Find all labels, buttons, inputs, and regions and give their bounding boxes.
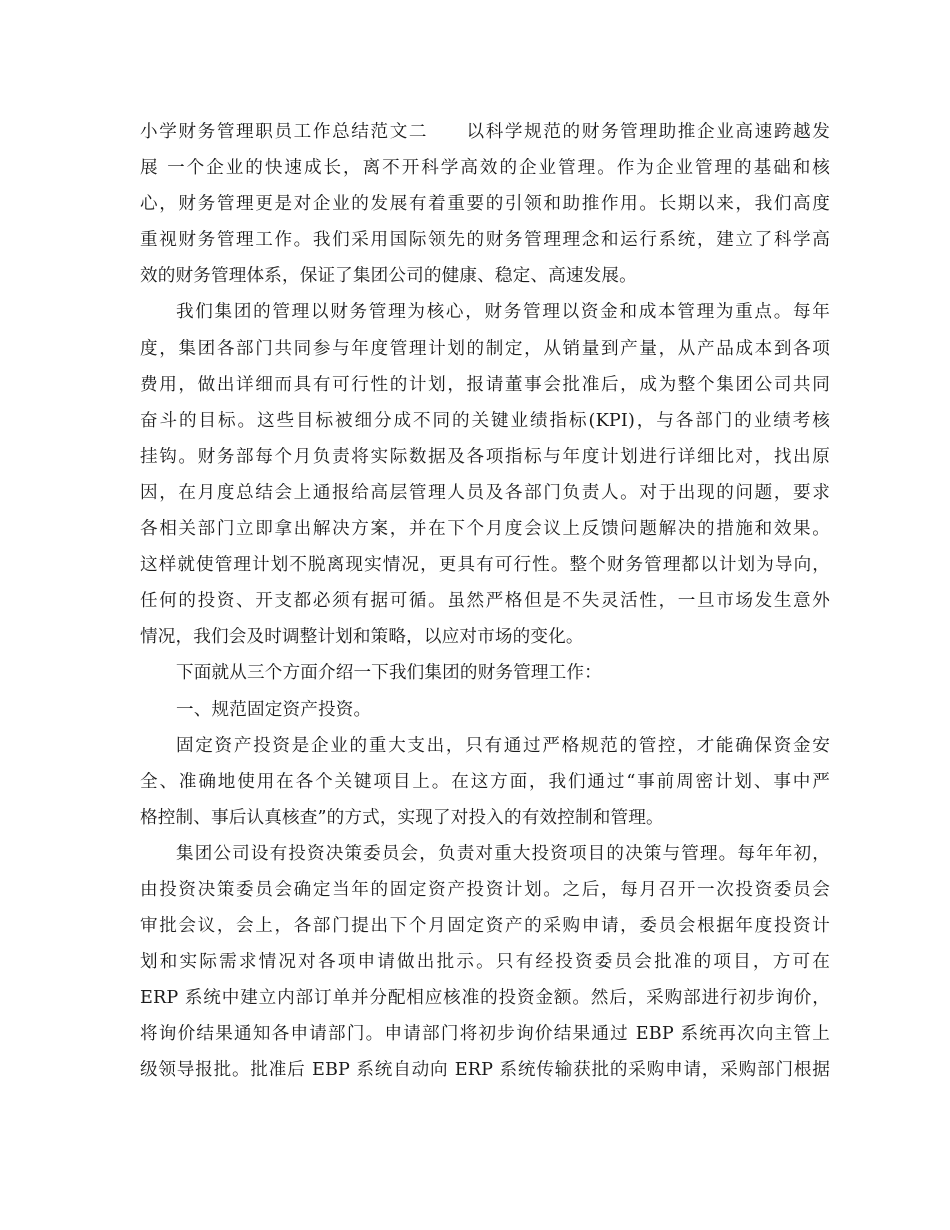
text-line: ERP 系统中建立内部订单并分配相应核准的投资金额。然后，采购部进行初步询价， — [140, 988, 830, 1009]
paragraph-first-line: 我们集团的管理以财务管理为核心，财务管理以资金和成本管理为重点。每年 — [176, 302, 830, 323]
text-line: 度，集团各部门共同参与年度管理计划的制定，从销量到产量，从产品成本到各项 — [140, 338, 830, 359]
text-line: 这样就使管理计划不脱离现实情况，更具有可行性。整个财务管理都以计划为导向， — [140, 555, 830, 576]
text-line: 费用，做出详细而具有可行性的计划，报请董事会批准后，成为整个集团公司共同 — [140, 374, 830, 395]
text-line: 将询价结果通知各申请部门。申请部门将初步询价结果通过 EBP 系统再次向主管上 — [140, 1024, 830, 1045]
text-line: 奋斗的目标。这些目标被细分成不同的关键业绩指标(KPI)，与各部门的业绩考核 — [140, 410, 830, 431]
text-line: 心，财务管理更是对企业的发展有着重要的引领和助推作用。长期以来，我们高度 — [140, 194, 830, 215]
text-line: 各相关部门立即拿出解决方案，并在下个月度会议上反馈问题解决的措施和效果。 — [140, 519, 830, 540]
text-line: 展 一个企业的快速成长，离不开科学高效的企业管理。作为企业管理的基础和核 — [140, 158, 830, 179]
text-line: 重视财务管理工作。我们采用国际领先的财务管理理念和运行系统，建立了科学高 — [140, 230, 830, 251]
text-line: 任何的投资、开支都必须有据可循。虽然严格但是不失灵活性，一旦市场发生意外 — [140, 591, 830, 612]
text-line: 因，在月度总结会上通报给高层管理人员及各部门负责人。对于出现的问题，要求 — [140, 482, 830, 503]
text-line: 审批会议，会上，各部门提出下个月固定资产的采购申请，委员会根据年度投资计 — [140, 916, 830, 937]
text-line: 小学财务管理职员工作总结范文二 以科学规范的财务管理助推企业高速跨越发 — [140, 122, 830, 142]
text-line: 效的财务管理体系，保证了集团公司的健康、稳定、高速发展。 — [140, 266, 637, 287]
paragraph-first-line: 集团公司设有投资决策委员会，负责对重大投资项目的决策与管理。每年年初， — [176, 843, 830, 864]
section-heading: 一、规范固定资产投资。 — [176, 699, 372, 720]
text-line: 格控制、事后认真核查”的方式，实现了对投入的有效控制和管理。 — [140, 807, 664, 828]
text-line: 情况，我们会及时调整计划和策略，以应对市场的变化。 — [140, 627, 584, 648]
text-line: 全、准确地使用在各个关键项目上。在这方面，我们通过“事前周密计划、事中严 — [140, 771, 830, 792]
text-line: 挂钩。财务部每个月负责将实际数据及各项指标与年度计划进行详细比对，找出原 — [140, 446, 830, 467]
text-line: 级领导报批。批准后 EBP 系统自动向 ERP 系统传输获批的采购申请，采购部门根据 — [140, 1060, 830, 1081]
paragraph-first-line: 固定资产投资是企业的重大支出，只有通过严格规范的管控，才能确保资金安 — [176, 735, 830, 756]
text-line: 由投资决策委员会确定当年的固定资产投资计划。之后，每月召开一次投资委员会 — [140, 879, 830, 900]
paragraph-first-line: 下面就从三个方面介绍一下我们集团的财务管理工作： — [176, 663, 602, 684]
document-body — [140, 114, 830, 1089]
text-line: 划和实际需求情况对各项申请做出批示。只有经投资委员会批准的项目，方可在 — [140, 952, 830, 973]
